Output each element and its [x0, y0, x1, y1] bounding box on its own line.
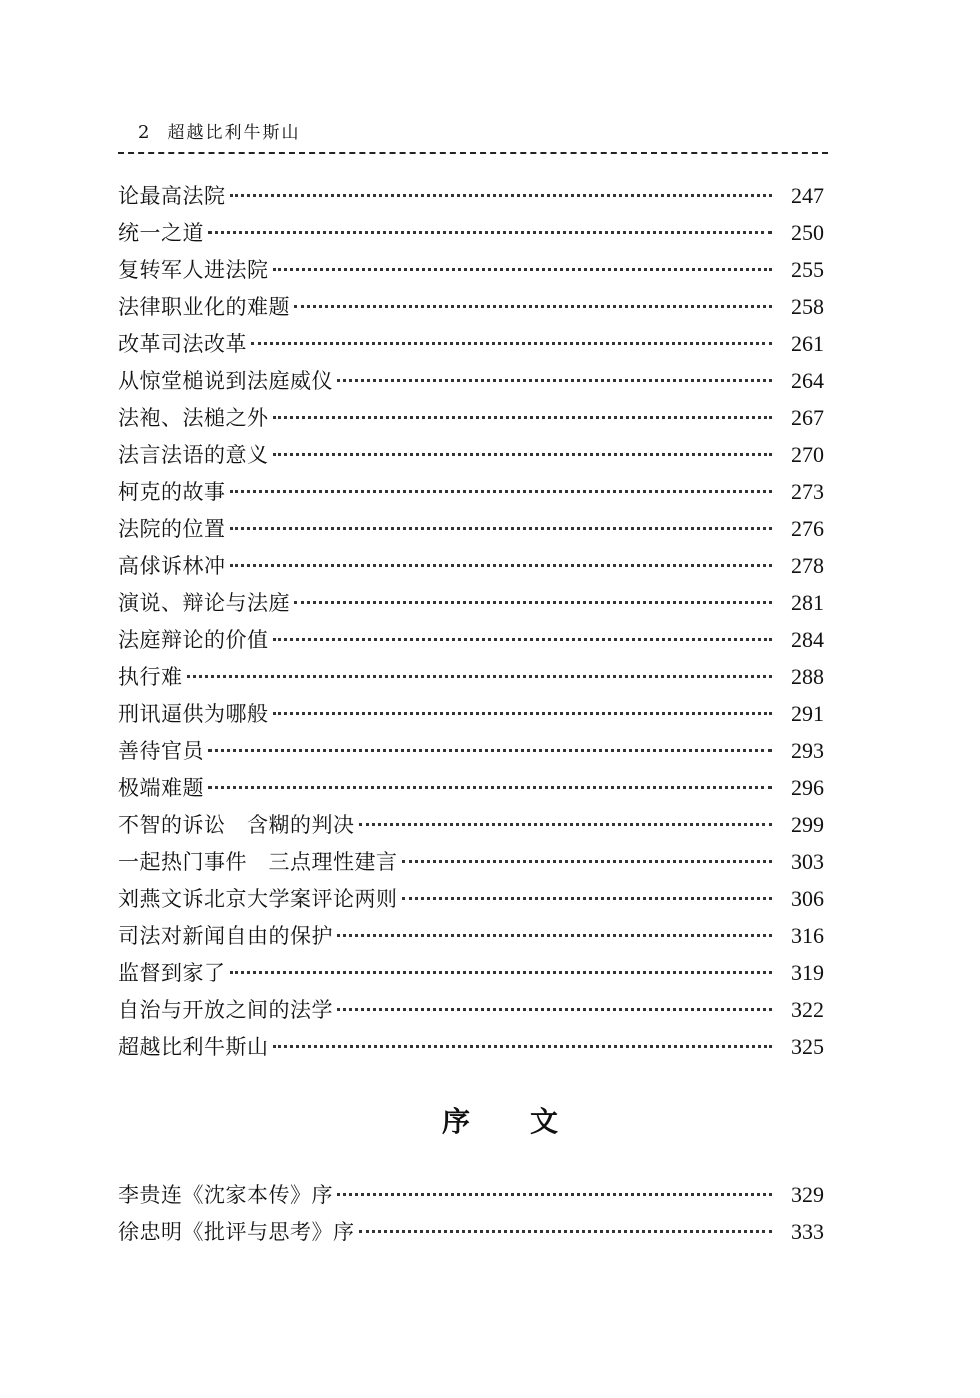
entry-page-number: 293	[791, 738, 824, 763]
entry-title: 法庭辩论的价值	[118, 628, 269, 652]
entry-title: 刘燕文诉北京大学案评论两则	[118, 887, 398, 911]
entry-page-number: 250	[791, 220, 824, 245]
running-title: 超越比利牛斯山	[167, 123, 301, 143]
toc-entry	[118, 584, 824, 621]
dot-leader	[273, 416, 773, 419]
entry-page-number: 325	[791, 1034, 824, 1059]
dot-leader	[359, 823, 773, 826]
entry-page-number: 284	[791, 627, 824, 652]
entry-page-number: 273	[791, 479, 824, 504]
dot-leader	[208, 231, 772, 234]
section-heading: 序文	[441, 1105, 618, 1138]
toc-entry	[118, 177, 824, 214]
entry-title: 演说、辩论与法庭	[118, 591, 290, 615]
header-rule	[118, 152, 828, 154]
dot-leader	[230, 194, 773, 197]
entry-page-number: 278	[791, 553, 824, 578]
toc-entry	[118, 880, 824, 917]
toc-entry	[118, 436, 824, 473]
toc-entry	[118, 325, 824, 362]
preface-entry	[118, 1176, 824, 1213]
entry-title: 柯克的故事	[118, 480, 226, 504]
entry-title: 超越比利牛斯山	[118, 1035, 269, 1059]
running-header	[138, 118, 300, 143]
entry-title: 不智的诉讼 含糊的判决	[118, 813, 355, 837]
entry-title: 从惊堂槌说到法庭威仪	[118, 369, 333, 393]
dot-leader	[337, 1008, 772, 1011]
entry-title: 法院的位置	[118, 517, 226, 541]
dot-leader	[273, 268, 773, 271]
toc-entry	[118, 547, 824, 584]
toc-entry	[118, 621, 824, 658]
dot-leader	[337, 1193, 772, 1196]
toc-entry	[118, 658, 824, 695]
entry-title: 刑讯逼供为哪般	[118, 702, 269, 726]
dot-leader	[230, 527, 773, 530]
entry-page-number: 319	[791, 960, 824, 985]
dot-leader	[337, 934, 772, 937]
toc-entry	[118, 473, 824, 510]
entry-title: 高俅诉林冲	[118, 554, 226, 578]
page-number: 2	[138, 122, 152, 143]
entry-page-number: 288	[791, 664, 824, 689]
dot-leader	[230, 564, 773, 567]
entry-page-number: 303	[791, 849, 824, 874]
toc-entry	[118, 510, 824, 547]
entry-title: 法律职业化的难题	[118, 295, 290, 319]
entry-page-number: 329	[791, 1182, 824, 1207]
dot-leader	[273, 453, 773, 456]
entry-title: 法袍、法槌之外	[118, 406, 269, 430]
dot-leader	[208, 786, 772, 789]
entry-title: 善待官员	[118, 739, 204, 763]
entry-page-number: 299	[791, 812, 824, 837]
toc-entry	[118, 732, 824, 769]
entry-title: 论最高法院	[118, 184, 226, 208]
toc-entry	[118, 1028, 824, 1065]
dot-leader	[230, 971, 773, 974]
entry-page-number: 316	[791, 923, 824, 948]
entry-page-number: 267	[791, 405, 824, 430]
entry-page-number: 255	[791, 257, 824, 282]
toc-entry	[118, 251, 824, 288]
entry-page-number: 291	[791, 701, 824, 726]
dot-leader	[337, 379, 772, 382]
entry-page-number: 264	[791, 368, 824, 393]
toc-entry	[118, 695, 824, 732]
toc-entry	[118, 806, 824, 843]
entry-page-number: 261	[791, 331, 824, 356]
entry-title: 监督到家了	[118, 961, 226, 985]
dot-leader	[230, 490, 773, 493]
toc-entry	[118, 991, 824, 1028]
entry-title: 法言法语的意义	[118, 443, 269, 467]
toc-entry	[118, 288, 824, 325]
entry-title: 复转军人进法院	[118, 258, 269, 282]
dot-leader	[359, 1230, 773, 1233]
dot-leader	[294, 601, 772, 604]
entry-title: 改革司法改革	[118, 332, 247, 356]
toc-entry	[118, 399, 824, 436]
dot-leader	[273, 712, 773, 715]
entry-title: 自治与开放之间的法学	[118, 998, 333, 1022]
entry-title: 执行难	[118, 665, 183, 689]
entry-title: 徐忠明《批评与思考》序	[118, 1220, 355, 1244]
toc-entry	[118, 917, 824, 954]
preface-entry	[118, 1213, 824, 1250]
dot-leader	[273, 1045, 773, 1048]
toc-entry	[118, 362, 824, 399]
entry-title: 统一之道	[118, 221, 204, 245]
entry-page-number: 258	[791, 294, 824, 319]
toc-entry	[118, 214, 824, 251]
dot-leader	[402, 860, 773, 863]
entry-title: 一起热门事件 三点理性建言	[118, 850, 398, 874]
entry-page-number: 296	[791, 775, 824, 800]
dot-leader	[187, 675, 773, 678]
entry-page-number: 247	[791, 183, 824, 208]
toc-entry	[118, 843, 824, 880]
entry-page-number: 276	[791, 516, 824, 541]
entry-page-number: 281	[791, 590, 824, 615]
preface-list	[118, 1176, 824, 1250]
toc-entry	[118, 769, 824, 806]
entry-title: 司法对新闻自由的保护	[118, 924, 333, 948]
dot-leader	[402, 897, 773, 900]
entry-title: 李贵连《沈家本传》序	[118, 1183, 333, 1207]
entry-page-number: 270	[791, 442, 824, 467]
entry-page-number: 306	[791, 886, 824, 911]
dot-leader	[294, 305, 772, 308]
entry-page-number: 333	[791, 1219, 824, 1244]
entry-title: 极端难题	[118, 776, 204, 800]
dot-leader	[251, 342, 772, 345]
entry-page-number: 322	[791, 997, 824, 1022]
dot-leader	[208, 749, 772, 752]
table-of-contents	[118, 177, 824, 1065]
toc-entry	[118, 954, 824, 991]
dot-leader	[273, 638, 773, 641]
